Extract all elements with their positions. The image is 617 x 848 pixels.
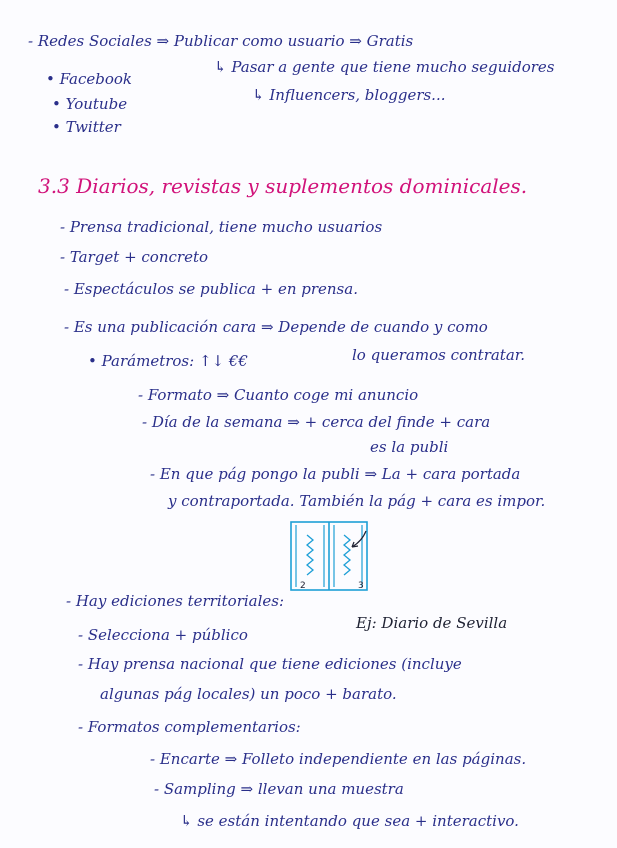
note-line: ↳ se están intentando que sea + interactivo. (180, 812, 519, 830)
note-line: - Target + concreto (60, 248, 209, 266)
bullet-item: • Twitter (52, 118, 121, 136)
note-line: lo queramos contratar. (352, 346, 526, 364)
page-number-left: 2 (300, 581, 306, 591)
note-line: ↳ Influencers, bloggers... (252, 86, 446, 104)
page-number-right: 3 (358, 581, 364, 591)
column-text-squiggle (344, 535, 350, 575)
bullet-item: • Youtube (52, 95, 128, 113)
note-line: - Encarte ⇒ Folleto independiente en las páginas. (150, 750, 527, 768)
newspaper-pages-sketch (290, 521, 368, 591)
note-line: - Hay ediciones territoriales: (66, 592, 285, 610)
bullet-item: • Facebook (46, 70, 132, 88)
note-line: - Redes Sociales ⇒ Publicar como usuario ⇒ Gratis (28, 32, 414, 50)
bullet-item: • Parámetros: ↑↓ €€ (88, 352, 248, 370)
note-line: - Espectáculos se publica + en prensa. (64, 280, 358, 298)
note-example: Ej: Diario de Sevilla (356, 614, 508, 632)
note-line: es la publi (370, 438, 449, 456)
section-heading: 3.3 Diarios, revistas y suplementos dominicales. (38, 174, 528, 198)
note-line: - En que pág pongo la publi ⇒ La + cara portada (150, 465, 521, 483)
note-line: - Formato ⇒ Cuanto coge mi anuncio (138, 386, 419, 404)
pointer-arrow (352, 531, 366, 547)
note-line: - Selecciona + público (78, 626, 248, 644)
note-line: ↳ Pasar a gente que tiene mucho seguidores (214, 58, 555, 76)
note-line: - Sampling ⇒ llevan una muestra (154, 780, 404, 798)
note-line: - Hay prensa nacional que tiene ediciones (incluye (78, 655, 462, 673)
note-line: - Día de la semana ⇒ + cerca del finde + cara (142, 413, 491, 431)
note-line: algunas pág locales) un poco + barato. (100, 685, 397, 703)
note-line: y contraportada. También la pág + cara es impor. (168, 492, 546, 510)
note-line: - Formatos complementarios: (78, 718, 301, 736)
note-line: - Es una publicación cara ⇒ Depende de cuando y como (64, 318, 488, 336)
note-line: - Prensa tradicional, tiene mucho usuarios (60, 218, 383, 236)
column-text-squiggle (307, 535, 313, 575)
